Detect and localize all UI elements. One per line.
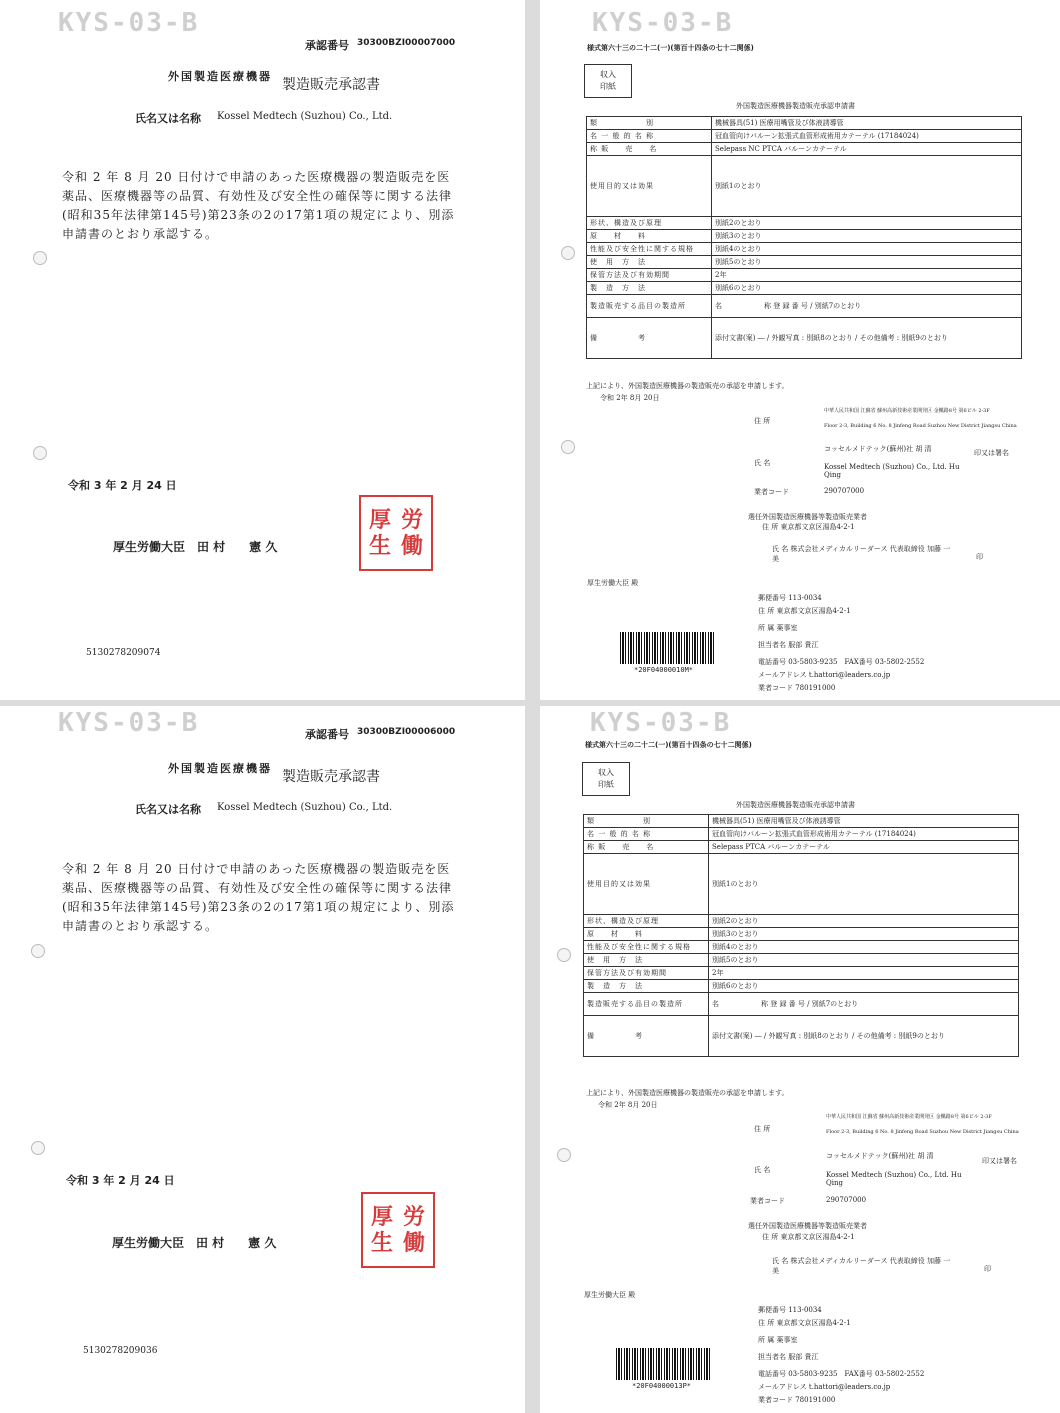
minister-name: 厚生労働大臣 田 村 憲 久: [112, 1236, 277, 1250]
row-label: 原 材 料: [584, 928, 709, 941]
contact-line: 電話番号 03-5803-9235 FAX番号 03-5802-2552: [758, 1370, 925, 1378]
barcode: [616, 1348, 710, 1380]
agent-seal: 印: [976, 553, 983, 561]
name-label: 氏 名: [754, 1166, 771, 1174]
biz-code: 290707000: [824, 487, 865, 495]
row-value: 添付文書(案) ― / 外観写真 : 別紙8のとおり / その他備考 : 別紙9のとおり: [712, 318, 1022, 359]
row-label: 製 造 方 法: [584, 980, 709, 993]
row-value: 冠血管向けバルーン拡張式血管形成術用カテーテル (17184024): [709, 828, 1019, 841]
table-row: [587, 256, 1022, 269]
seal-char: 働: [402, 1230, 425, 1256]
document-number: 5130278209074: [86, 648, 161, 658]
row-label: 性能及び安全性に関する規格: [584, 941, 709, 954]
table-row: [587, 295, 1022, 318]
table-row: [587, 318, 1022, 359]
contact-line: 業者コード 780191000: [758, 1396, 836, 1404]
row-label: 保管方法及び有効期間: [584, 967, 709, 980]
seal-char: 労: [402, 1204, 425, 1230]
punch-hole: [557, 948, 571, 962]
table-row: [584, 954, 1019, 967]
row-label: 使 用 方 法: [584, 954, 709, 967]
row-value: 別紙5のとおり: [712, 256, 1022, 269]
row-label: 名 一 般 的 名 称: [587, 130, 712, 143]
addressee: 厚生労働大臣 殿: [587, 579, 639, 587]
application-form-page: [540, 0, 1060, 700]
name-label: 氏名又は名称: [135, 803, 201, 816]
contact-line: 電話番号 03-5803-9235 FAX番号 03-5802-2552: [758, 658, 925, 666]
row-value: 別紙6のとおり: [709, 980, 1019, 993]
table-row: [587, 282, 1022, 295]
punch-hole: [31, 944, 45, 958]
row-value: 2年: [709, 967, 1019, 980]
agent-address: 住 所 東京都文京区湯島4-2-1: [762, 523, 855, 531]
watermark-code: KYS-03-B: [592, 8, 734, 38]
official-seal: [361, 1192, 435, 1268]
contact-line: 所 属 薬事室: [758, 1336, 798, 1344]
agent-title: 選任外国製造医療機器等製造販売業者: [748, 513, 867, 521]
table-row: [584, 841, 1019, 854]
company-name: Kossel Medtech (Suzhou) Co., Ltd.: [217, 111, 393, 122]
seal-char: 働: [400, 533, 423, 559]
row-value: Selepass PTCA バルーンカテーテル: [709, 841, 1019, 854]
table-row: [587, 156, 1022, 217]
row-label: 製 造 方 法: [587, 282, 712, 295]
row-label: 備 考: [587, 318, 712, 359]
table-row: [587, 243, 1022, 256]
seal-note: 印又は署名: [974, 449, 1009, 457]
table-row: [587, 130, 1022, 143]
agent-name: 氏 名 株式会社メディカルリーダース 代表取締役 加藤 一美: [772, 545, 951, 563]
contact-line: 業者コード 780191000: [758, 684, 836, 692]
certificate-body: 令和 2 年 8 月 20 日付けで申請のあった医療機器の製造販売を医薬品、医療機器等の品質、有効性及び安全性の確保等に関する法律(昭和35年法律第145号)第23条の2の17第1項の規定により、別添申請書のとおり承認する。: [62, 170, 455, 241]
row-value: 別紙2のとおり: [712, 217, 1022, 230]
punch-hole: [31, 1141, 45, 1155]
certificate-title: 製造販売承認書: [282, 77, 380, 93]
approval-number: 30300BZI00007000: [357, 38, 456, 48]
address-jp: 中華人民共和国 江蘇省 蘇州高新技術産業開発区 金楓路8号 第6ビル 2-3F: [826, 1114, 992, 1120]
contact-line: 担当者名 服部 貴江: [758, 641, 819, 649]
contact-block: [758, 1304, 924, 1407]
table-row: [584, 915, 1019, 928]
row-label: 使用目的又は効果: [587, 156, 712, 217]
form-title: 外国製造医療機器製造販売承認申請書: [736, 102, 855, 110]
company-name: Kossel Medtech (Suzhou) Co., Ltd.: [217, 802, 393, 813]
contact-line: メールアドレス t.hattori@leaders.co.jp: [758, 1383, 891, 1391]
watermark-code: KYS-03-B: [590, 708, 732, 738]
row-label: 類 別: [584, 815, 709, 828]
row-value: 機械器具(51) 医療用嘴管及び体液誘導管: [709, 815, 1019, 828]
row-value: Selepass NC PTCA バルーンカテーテル: [712, 143, 1022, 156]
table-row: [587, 117, 1022, 130]
row-value: 別紙4のとおり: [712, 243, 1022, 256]
address-en: Floor 2-3, Building 6 No. 8 Jinfeng Road Suzhou New District Jiangsu China: [824, 423, 1017, 429]
application-date: 令和 2年 8月 20日: [598, 1101, 658, 1109]
approval-number-label: 承認番号: [305, 39, 349, 52]
punch-hole: [557, 1148, 571, 1162]
approval-number-label: 承認番号: [305, 728, 349, 741]
name-jp: コッセルメドテック(蘇州)社 胡 清: [824, 445, 932, 453]
seal-char: 労: [400, 507, 423, 533]
seal-char: 生: [368, 533, 391, 559]
agent-title: 選任外国製造医療機器等製造販売業者: [748, 1222, 867, 1230]
row-label: 性能及び安全性に関する規格: [587, 243, 712, 256]
form-title: 外国製造医療機器製造販売承認申請書: [736, 801, 855, 809]
row-label: 形状、構造及び原理: [587, 217, 712, 230]
row-label: 使用目的又は効果: [584, 854, 709, 915]
agent-address: 住 所 東京都文京区湯島4-2-1: [762, 1233, 855, 1241]
biz-code: 290707000: [826, 1196, 867, 1204]
punch-hole: [33, 251, 47, 265]
row-value: 名 称 登 録 番 号 / 別紙7のとおり: [709, 993, 1019, 1016]
table-row: [584, 815, 1019, 828]
form-header: 様式第六十三の二十二(一)(第百十四条の七十二関係): [585, 741, 752, 749]
row-label: 称 販 売 名: [587, 143, 712, 156]
row-label: 形状、構造及び原理: [584, 915, 709, 928]
table-row: [584, 980, 1019, 993]
application-table: [586, 116, 1022, 359]
punch-hole: [561, 246, 575, 260]
row-value: 別紙4のとおり: [709, 941, 1019, 954]
application-table: [583, 814, 1019, 1057]
row-label: 類 別: [587, 117, 712, 130]
title-part-a: 外国製造医療機器: [168, 762, 272, 775]
table-row: [584, 928, 1019, 941]
issue-date: 令和 3 年 2 月 24 日: [68, 479, 177, 492]
name-label: 氏 名: [754, 459, 771, 467]
row-value: 別紙2のとおり: [709, 915, 1019, 928]
certificate-body: 令和 2 年 8 月 20 日付けで申請のあった医療機器の製造販売を医薬品、医療機器等の品質、有効性及び安全性の確保等に関する法律(昭和35年法律第145号)第23条の2の17第1項の規定により、別添申請書のとおり承認する。: [62, 862, 455, 933]
stamp-box-label: 収入 印紙: [598, 768, 614, 789]
form-header: 様式第六十三の二十二(一)(第百十四条の七十二関係): [587, 44, 754, 52]
seal-char: 厚: [370, 1204, 393, 1230]
table-row: [584, 967, 1019, 980]
name-jp: コッセルメドテック(蘇州)社 胡 清: [826, 1152, 934, 1160]
minister-name: 厚生労働大臣 田 村 憲 久: [113, 540, 278, 554]
punch-hole: [33, 446, 47, 460]
seal-char: 生: [370, 1230, 393, 1256]
approval-number: 30300BZI00006000: [357, 727, 456, 737]
official-seal: [359, 495, 433, 571]
address-label: 住 所: [754, 417, 771, 425]
seal-note: 印又は署名: [982, 1157, 1017, 1165]
watermark-code: KYS-03-B: [58, 8, 200, 38]
watermark-code: KYS-03-B: [58, 708, 200, 738]
address-jp: 中華人民共和国 江蘇省 蘇州高新技術産業開発区 金楓路8号 第6ビル 2-3F: [824, 408, 990, 414]
row-label: 製造販売する品目の製造所: [584, 993, 709, 1016]
row-label: 保管方法及び有効期間: [587, 269, 712, 282]
stamp-box-label: 収入 印紙: [600, 70, 616, 91]
table-row: [587, 230, 1022, 243]
document-number: 5130278209036: [83, 1346, 158, 1356]
table-row: [587, 217, 1022, 230]
contact-line: 郵便番号 113-0034: [758, 594, 822, 602]
barcode: [620, 632, 714, 664]
row-value: 別紙5のとおり: [709, 954, 1019, 967]
table-row: [584, 854, 1019, 915]
row-label: 備 考: [584, 1016, 709, 1057]
contact-block: [758, 592, 924, 695]
name-en: Kossel Medtech (Suzhou) Co., Ltd. Hu Qing: [826, 1171, 962, 1187]
row-value: 冠血管向けバルーン拡張式血管形成術用カテーテル (17184024): [712, 130, 1022, 143]
row-label: 製造販売する品目の製造所: [587, 295, 712, 318]
table-row: [584, 941, 1019, 954]
row-value: 機械器具(51) 医療用嘴管及び体液誘導管: [712, 117, 1022, 130]
barcode-text: *20F04000010M*: [634, 666, 694, 674]
biz-code-label: 業者コード: [750, 1197, 785, 1205]
revenue-stamp-box: [582, 762, 630, 796]
row-value: 別紙3のとおり: [712, 230, 1022, 243]
contact-line: 住 所 東京都文京区湯島4-2-1: [758, 1319, 851, 1327]
row-value: 添付文書(案) ― / 外観写真 : 別紙8のとおり / その他備考 : 別紙9のとおり: [709, 1016, 1019, 1057]
row-value: 別紙6のとおり: [712, 282, 1022, 295]
table-row: [587, 269, 1022, 282]
agent-seal: 印: [984, 1265, 991, 1273]
name-label: 氏名又は名称: [135, 112, 201, 125]
row-value: 名 称 登 録 番 号 / 別紙7のとおり: [712, 295, 1022, 318]
addressee: 厚生労働大臣 殿: [584, 1291, 636, 1299]
address-en: Floor 2-3, Building 6 No. 8 Jinfeng Road Suzhou New District Jiangsu China: [826, 1129, 1019, 1135]
address-label: 住 所: [754, 1125, 771, 1133]
row-value: 別紙1のとおり: [712, 156, 1022, 217]
application-date: 令和 2年 8月 20日: [600, 394, 660, 402]
punch-hole: [561, 440, 575, 454]
row-value: 別紙3のとおり: [709, 928, 1019, 941]
revenue-stamp-box: [584, 64, 632, 98]
contact-line: 郵便番号 113-0034: [758, 1306, 822, 1314]
declaration: 上記により、外国製造医療機器の製造販売の承認を申請します。: [586, 382, 789, 390]
barcode-text: *20F04000013P*: [632, 1382, 692, 1390]
contact-line: メールアドレス t.hattori@leaders.co.jp: [758, 671, 891, 679]
contact-line: 住 所 東京都文京区湯島4-2-1: [758, 607, 851, 615]
certificate-title: 製造販売承認書: [282, 769, 380, 785]
table-row: [584, 828, 1019, 841]
row-label: 原 材 料: [587, 230, 712, 243]
declaration: 上記により、外国製造医療機器の製造販売の承認を申請します。: [586, 1089, 789, 1097]
table-row: [587, 143, 1022, 156]
row-value: 別紙1のとおり: [709, 854, 1019, 915]
contact-line: 担当者名 服部 貴江: [758, 1353, 819, 1361]
row-label: 称 販 売 名: [584, 841, 709, 854]
seal-char: 厚: [368, 507, 391, 533]
approval-certificate-page: [0, 0, 525, 700]
agent-name: 氏 名 株式会社メディカルリーダース 代表取締役 加藤 一美: [772, 1257, 951, 1275]
issue-date: 令和 3 年 2 月 24 日: [66, 1174, 175, 1187]
row-label: 使 用 方 法: [587, 256, 712, 269]
row-value: 2年: [712, 269, 1022, 282]
name-en: Kossel Medtech (Suzhou) Co., Ltd. Hu Qing: [824, 463, 960, 479]
row-label: 名 一 般 的 名 称: [584, 828, 709, 841]
biz-code-label: 業者コード: [754, 488, 789, 496]
contact-line: 所 属 薬事室: [758, 624, 798, 632]
approval-certificate-page: [0, 706, 525, 1413]
table-row: [584, 1016, 1019, 1057]
application-form-page: [540, 706, 1060, 1413]
table-row: [584, 993, 1019, 1016]
title-part-a: 外国製造医療機器: [168, 70, 272, 83]
